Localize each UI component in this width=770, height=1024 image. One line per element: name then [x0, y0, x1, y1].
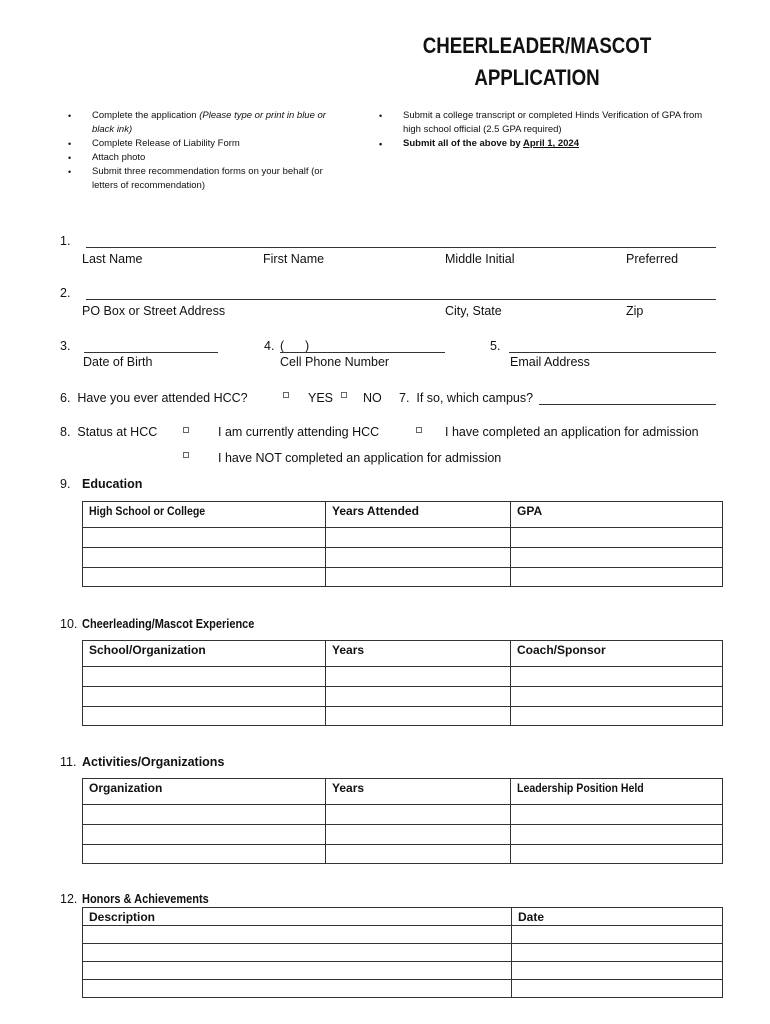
instructions-right — [379, 109, 714, 151]
table-header: School/Organization — [83, 641, 326, 667]
experience-table — [82, 640, 723, 726]
table-row — [83, 667, 723, 687]
email-label: Email Address — [510, 355, 590, 369]
q8-question: 8. Status at HCC — [60, 425, 158, 439]
instruction-item: • Complete the application (Please type or print in blue or black ink) — [68, 109, 343, 137]
preferred-label: Preferred — [626, 252, 679, 266]
phone-label: Cell Phone Number — [280, 355, 390, 369]
yes-label: YES — [308, 391, 334, 405]
table-header: Years — [326, 641, 511, 667]
table-header: Years — [326, 779, 511, 805]
q11-number: 11. — [60, 755, 77, 769]
q7-question: 7. If so, which campus? — [399, 391, 534, 405]
education-table — [82, 501, 723, 587]
phone-line[interactable] — [280, 352, 445, 353]
experience-title: Cheerleading/Mascot Experience — [82, 617, 255, 631]
table-row — [83, 548, 723, 568]
table-row — [83, 926, 723, 944]
dob-label: Date of Birth — [83, 355, 153, 369]
q2-number: 2. — [60, 286, 71, 300]
q1-name-line[interactable] — [86, 247, 716, 248]
q9-number: 9. — [60, 477, 71, 491]
table-header: Date — [512, 908, 723, 926]
q2-address-line[interactable] — [86, 299, 716, 300]
table-row — [83, 825, 723, 845]
campus-line[interactable] — [539, 404, 716, 405]
phone-area-code: ( ) — [280, 339, 310, 353]
middle-initial-label: Middle Initial — [445, 252, 515, 266]
not-applied-checkbox[interactable] — [183, 452, 189, 458]
q10-number: 10. — [60, 617, 78, 631]
dob-line[interactable] — [84, 352, 218, 353]
activities-table — [82, 778, 723, 864]
instruction-item: • Submit three recommendation forms on your behalf (or letters of recommendation) — [68, 165, 343, 193]
q12-number: 12. — [60, 892, 78, 906]
table-header: Description — [83, 908, 512, 926]
table-row — [83, 687, 723, 707]
table-header: GPA — [511, 502, 723, 528]
q1-number: 1. — [60, 234, 71, 248]
honors-title: Honors & Achievements — [82, 892, 209, 906]
table-header: Organization — [83, 779, 326, 805]
applied-checkbox[interactable] — [416, 427, 422, 433]
table-row — [83, 980, 723, 998]
zip-label: Zip — [626, 304, 644, 318]
instruction-item: • Attach photo — [68, 151, 343, 165]
honors-table — [82, 907, 723, 998]
deadline-date: April 1, 2024 — [523, 138, 579, 149]
q5-number: 5. — [490, 339, 501, 353]
table-row — [83, 805, 723, 825]
q6-question: 6. Have you ever attended HCC? — [60, 391, 248, 405]
table-header: Leadership Position Held — [511, 779, 723, 805]
title-line-2: APPLICATION — [474, 65, 600, 90]
no-label: NO — [363, 391, 382, 405]
table-header: Years Attended — [326, 502, 511, 528]
yes-checkbox[interactable] — [283, 392, 289, 398]
title-line-1: CHEERLEADER/MASCOT — [422, 33, 652, 58]
instruction-item: • Submit a college transcript or completed Hinds Verification of GPA from high school official (2.5 GPA required) — [379, 109, 714, 137]
table-header: Coach/Sponsor — [511, 641, 723, 667]
form-title — [405, 30, 669, 94]
address-label: PO Box or Street Address — [82, 304, 226, 318]
attending-label: I am currently attending HCC — [218, 425, 380, 439]
instruction-item: • Submit all of the above by April 1, 2024 — [379, 137, 714, 151]
table-row — [83, 528, 723, 548]
education-title: Education — [82, 477, 143, 491]
q3-number: 3. — [60, 339, 71, 353]
attending-checkbox[interactable] — [183, 427, 189, 433]
table-row — [83, 944, 723, 962]
not-applied-label: I have NOT completed an application for admission — [218, 451, 502, 465]
table-row — [83, 707, 723, 726]
instructions-left — [68, 109, 343, 193]
first-name-label: First Name — [263, 252, 325, 266]
no-checkbox[interactable] — [341, 392, 347, 398]
last-name-label: Last Name — [82, 252, 143, 266]
email-line[interactable] — [509, 352, 716, 353]
table-row — [83, 568, 723, 587]
city-state-label: City, State — [445, 304, 502, 318]
table-header: High School or College — [83, 502, 326, 528]
table-row — [83, 845, 723, 864]
applied-label: I have completed an application for admission — [445, 425, 699, 439]
table-row — [83, 962, 723, 980]
q4-number: 4. — [264, 339, 275, 353]
instruction-item: • Complete Release of Liability Form — [68, 137, 343, 151]
activities-title: Activities/Organizations — [82, 755, 225, 769]
